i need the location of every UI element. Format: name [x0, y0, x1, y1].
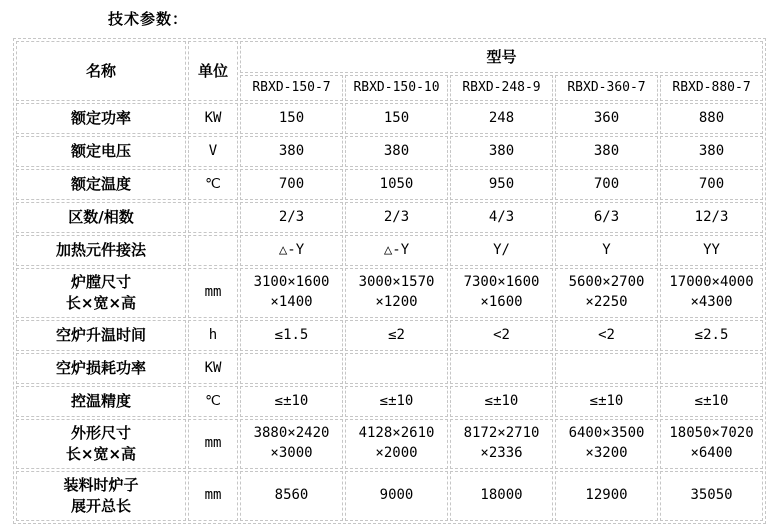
- cell-value: 8560: [240, 471, 343, 521]
- cell-value: 380: [660, 136, 763, 167]
- page: [0, 8, 781, 515]
- table-row: [16, 419, 763, 469]
- cell-value: [450, 353, 553, 384]
- row-unit: mm: [188, 268, 238, 318]
- cell-value: △-Y: [240, 235, 343, 266]
- row-unit: KW: [188, 353, 238, 384]
- row-unit: ℃: [188, 169, 238, 200]
- row-label: 额定功率: [16, 103, 186, 134]
- cell-value: 3000×1570 ×1200: [345, 268, 448, 318]
- model-name: RBXD-150-10: [345, 75, 448, 101]
- cell-value: ≤±10: [450, 386, 553, 417]
- model-name: RBXD-880-7: [660, 75, 763, 101]
- spec-table-body: [16, 103, 763, 521]
- cell-value: [555, 353, 658, 384]
- cell-value: [660, 353, 763, 384]
- cell-value: ≤2: [345, 320, 448, 351]
- cell-value: 950: [450, 169, 553, 200]
- cell-value: 18050×7020 ×6400: [660, 419, 763, 469]
- table-row: [16, 320, 763, 351]
- spec-table-header: [16, 41, 763, 101]
- cell-value: 700: [555, 169, 658, 200]
- cell-value: 360: [555, 103, 658, 134]
- cell-value: 700: [240, 169, 343, 200]
- cell-value: 35050: [660, 471, 763, 521]
- cell-value: 3100×1600 ×1400: [240, 268, 343, 318]
- row-label: 空炉升温时间: [16, 320, 186, 351]
- row-label: 外形尺寸 长×宽×高: [16, 419, 186, 469]
- cell-value: 2/3: [345, 202, 448, 233]
- page-title: 技术参数：: [108, 10, 189, 28]
- cell-value: 380: [345, 136, 448, 167]
- header-model-group: 型号: [240, 41, 763, 73]
- table-row: [16, 386, 763, 417]
- cell-value: <2: [555, 320, 658, 351]
- cell-value: 880: [660, 103, 763, 134]
- spec-table: [13, 38, 766, 524]
- row-unit: V: [188, 136, 238, 167]
- table-row: [16, 136, 763, 167]
- cell-value: ≤±10: [240, 386, 343, 417]
- cell-value: ≤±10: [345, 386, 448, 417]
- cell-value: ≤2.5: [660, 320, 763, 351]
- cell-value: 12900: [555, 471, 658, 521]
- row-label: 额定电压: [16, 136, 186, 167]
- cell-value: 150: [240, 103, 343, 134]
- cell-value: 150: [345, 103, 448, 134]
- row-label: 装料时炉子 展开总长: [16, 471, 186, 521]
- row-unit: KW: [188, 103, 238, 134]
- cell-value: ≤±10: [660, 386, 763, 417]
- cell-value: 380: [240, 136, 343, 167]
- cell-value: 8172×2710 ×2336: [450, 419, 553, 469]
- row-unit: h: [188, 320, 238, 351]
- header-name: 名称: [16, 41, 186, 101]
- row-unit: ℃: [188, 386, 238, 417]
- model-name: RBXD-248-9: [450, 75, 553, 101]
- model-name: RBXD-150-7: [240, 75, 343, 101]
- cell-value: [240, 353, 343, 384]
- cell-value: 7300×1600 ×1600: [450, 268, 553, 318]
- table-row: [16, 202, 763, 233]
- row-unit: [188, 235, 238, 266]
- cell-value: 2/3: [240, 202, 343, 233]
- cell-value: 9000: [345, 471, 448, 521]
- cell-value: 18000: [450, 471, 553, 521]
- table-row: [16, 103, 763, 134]
- row-unit: mm: [188, 471, 238, 521]
- cell-value: <2: [450, 320, 553, 351]
- cell-value: ≤1.5: [240, 320, 343, 351]
- cell-value: 5600×2700 ×2250: [555, 268, 658, 318]
- cell-value: 4128×2610 ×2000: [345, 419, 448, 469]
- row-label: 区数/相数: [16, 202, 186, 233]
- cell-value: 380: [450, 136, 553, 167]
- row-unit: mm: [188, 419, 238, 469]
- cell-value: 4/3: [450, 202, 553, 233]
- cell-value: YY: [660, 235, 763, 266]
- cell-value: 1050: [345, 169, 448, 200]
- table-row: [16, 268, 763, 318]
- table-row: [16, 235, 763, 266]
- cell-value: [345, 353, 448, 384]
- cell-value: 248: [450, 103, 553, 134]
- row-label: 控温精度: [16, 386, 186, 417]
- cell-value: ≤±10: [555, 386, 658, 417]
- row-label: 加热元件接法: [16, 235, 186, 266]
- row-label: 空炉损耗功率: [16, 353, 186, 384]
- cell-value: Y/: [450, 235, 553, 266]
- cell-value: Y: [555, 235, 658, 266]
- model-name: RBXD-360-7: [555, 75, 658, 101]
- cell-value: 380: [555, 136, 658, 167]
- cell-value: 12/3: [660, 202, 763, 233]
- cell-value: 6400×3500 ×3200: [555, 419, 658, 469]
- table-row: [16, 471, 763, 521]
- cell-value: 3880×2420 ×3000: [240, 419, 343, 469]
- row-label: 额定温度: [16, 169, 186, 200]
- cell-value: 17000×4000 ×4300: [660, 268, 763, 318]
- row-unit: [188, 202, 238, 233]
- header-unit: 单位: [188, 41, 238, 101]
- cell-value: 700: [660, 169, 763, 200]
- table-row: [16, 353, 763, 384]
- cell-value: △-Y: [345, 235, 448, 266]
- table-row: [16, 169, 763, 200]
- header-row-top: [16, 41, 763, 73]
- cell-value: 6/3: [555, 202, 658, 233]
- row-label: 炉膛尺寸 长×宽×高: [16, 268, 186, 318]
